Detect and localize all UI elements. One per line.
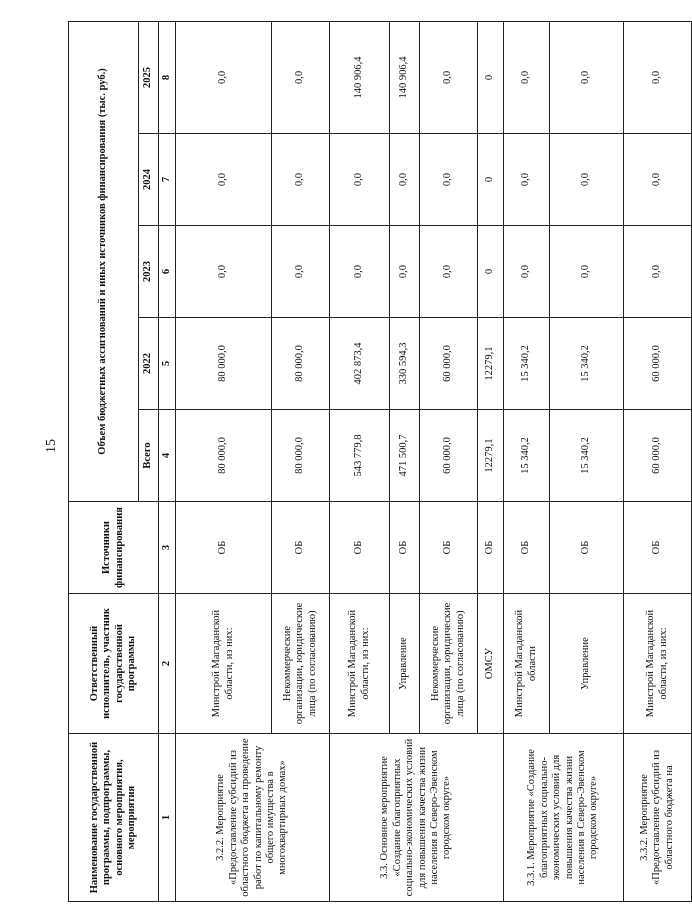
y2024-cell: 0,0 bbox=[504, 134, 550, 226]
y2023-cell: 0,0 bbox=[420, 226, 478, 318]
y2025-cell: 0,0 bbox=[624, 21, 692, 133]
header-executor: Ответственный исполнитель, участник государственной программы bbox=[69, 594, 159, 734]
y2023-cell: 0 bbox=[478, 226, 504, 318]
y2022-cell: 80 000,0 bbox=[176, 318, 272, 410]
executor-cell: Управление bbox=[390, 594, 420, 734]
col-number: 1 bbox=[159, 734, 176, 902]
executor-cell: Некоммерческие организации, юридические лица (по согласованию) bbox=[420, 594, 478, 734]
y2022-cell: 402 873,4 bbox=[330, 318, 390, 410]
y2024-cell: 0 bbox=[478, 134, 504, 226]
y2024-cell: 0,0 bbox=[420, 134, 478, 226]
total-cell: 15 340,2 bbox=[504, 410, 550, 502]
y2025-cell: 140 906,4 bbox=[330, 21, 390, 133]
measure-name: 3.3. Основное мероприятие «Создание благоприятных социально-экономических условий для повышения качества жизни населения в Северо-Эвенском городском округе» bbox=[330, 734, 504, 902]
y2024-cell: 0,0 bbox=[624, 134, 692, 226]
y2023-cell: 0,0 bbox=[504, 226, 550, 318]
executor-cell: Минстрой Магаданской области bbox=[504, 594, 550, 734]
y2023-cell: 0,0 bbox=[624, 226, 692, 318]
budget-table bbox=[68, 21, 692, 902]
table-row bbox=[504, 21, 550, 901]
table-row bbox=[624, 21, 692, 901]
header-source: Источники финансирования bbox=[69, 502, 159, 594]
y2024-cell: 0,0 bbox=[550, 134, 624, 226]
budget-table-rotated bbox=[68, 22, 675, 902]
source-cell: ОБ bbox=[272, 502, 330, 594]
source-cell: ОБ bbox=[550, 502, 624, 594]
y2024-cell: 0,0 bbox=[176, 134, 272, 226]
source-cell: ОБ bbox=[624, 502, 692, 594]
y2022-cell: 330 594,3 bbox=[390, 318, 420, 410]
y2025-cell: 0,0 bbox=[504, 21, 550, 133]
source-cell: ОБ bbox=[478, 502, 504, 594]
y2024-cell: 0,0 bbox=[390, 134, 420, 226]
y2025-cell: 0,0 bbox=[420, 21, 478, 133]
y2022-cell: 60 000,0 bbox=[624, 318, 692, 410]
total-cell: 12279,1 bbox=[478, 410, 504, 502]
y2025-cell: 0,0 bbox=[176, 21, 272, 133]
total-cell: 60 000,0 bbox=[624, 410, 692, 502]
y2025-cell: 140 906,4 bbox=[390, 21, 420, 133]
col-number: 5 bbox=[159, 318, 176, 410]
y2025-cell: 0,0 bbox=[272, 21, 330, 133]
total-cell: 471 500,7 bbox=[390, 410, 420, 502]
table-row bbox=[176, 21, 272, 901]
col-number: 2 bbox=[159, 594, 176, 734]
total-cell: 543 779,8 bbox=[330, 410, 390, 502]
total-cell: 80 000,0 bbox=[272, 410, 330, 502]
measure-name: 3.3.1. Мероприятие «Создание благоприятных социально-экономических условий для повышения качества жизни населения в Северо-Эвенском городском округе» bbox=[504, 734, 624, 902]
col-number: 8 bbox=[159, 21, 176, 133]
total-cell: 60 000,0 bbox=[420, 410, 478, 502]
y2022-cell: 60 000,0 bbox=[420, 318, 478, 410]
col-number: 6 bbox=[159, 226, 176, 318]
source-cell: ОБ bbox=[504, 502, 550, 594]
y2023-cell: 0,0 bbox=[550, 226, 624, 318]
source-cell: ОБ bbox=[176, 502, 272, 594]
total-cell: 15 340,2 bbox=[550, 410, 624, 502]
y2023-cell: 0,0 bbox=[330, 226, 390, 318]
executor-cell: Минстрой Магаданской области, из них: bbox=[330, 594, 390, 734]
measure-name: 3.3.2. Мероприятие «Предоставление субсидий из областного бюджета на bbox=[624, 734, 692, 902]
y2024-cell: 0,0 bbox=[330, 134, 390, 226]
source-cell: ОБ bbox=[390, 502, 420, 594]
header-funding: Объем бюджетных ассигнований и иных источников финансирования (тыс. руб.) bbox=[69, 21, 139, 501]
executor-cell: Некоммерческие организации, юридические лица (по согласованию) bbox=[272, 594, 330, 734]
executor-cell: Минстрой Магаданской области, из них: bbox=[624, 594, 692, 734]
y2025-cell: 0,0 bbox=[550, 21, 624, 133]
header-total: Всего bbox=[139, 410, 159, 502]
header-name: Наименование государственной программы, подпрограммы, основного мероприятия, мероприятия bbox=[69, 734, 159, 902]
y2023-cell: 0,0 bbox=[272, 226, 330, 318]
header-2022: 2022 bbox=[139, 318, 159, 410]
y2024-cell: 0,0 bbox=[272, 134, 330, 226]
y2022-cell: 80 000,0 bbox=[272, 318, 330, 410]
executor-cell: Минстрой Магаданской области, из них: bbox=[176, 594, 272, 734]
y2025-cell: 0 bbox=[478, 21, 504, 133]
executor-cell: ОМСУ bbox=[478, 594, 504, 734]
col-number: 7 bbox=[159, 134, 176, 226]
y2022-cell: 15 340,2 bbox=[504, 318, 550, 410]
y2023-cell: 0,0 bbox=[176, 226, 272, 318]
executor-cell: Управление bbox=[550, 594, 624, 734]
header-2025: 2025 bbox=[139, 21, 159, 133]
total-cell: 80 000,0 bbox=[176, 410, 272, 502]
source-cell: ОБ bbox=[330, 502, 390, 594]
header-2024: 2024 bbox=[139, 134, 159, 226]
col-number: 4 bbox=[159, 410, 176, 502]
page-number: 15 bbox=[44, 439, 59, 453]
header-2023: 2023 bbox=[139, 226, 159, 318]
y2022-cell: 15 340,2 bbox=[550, 318, 624, 410]
source-cell: ОБ bbox=[420, 502, 478, 594]
y2023-cell: 0,0 bbox=[390, 226, 420, 318]
y2022-cell: 12279,1 bbox=[478, 318, 504, 410]
col-number: 3 bbox=[159, 502, 176, 594]
table-row bbox=[330, 21, 390, 901]
measure-name: 3.2.2. Мероприятие «Предоставление субсидий из областного бюджета на проведение работ по капитальному ремонту общего имущества в многоквартирных домах» bbox=[176, 734, 330, 902]
